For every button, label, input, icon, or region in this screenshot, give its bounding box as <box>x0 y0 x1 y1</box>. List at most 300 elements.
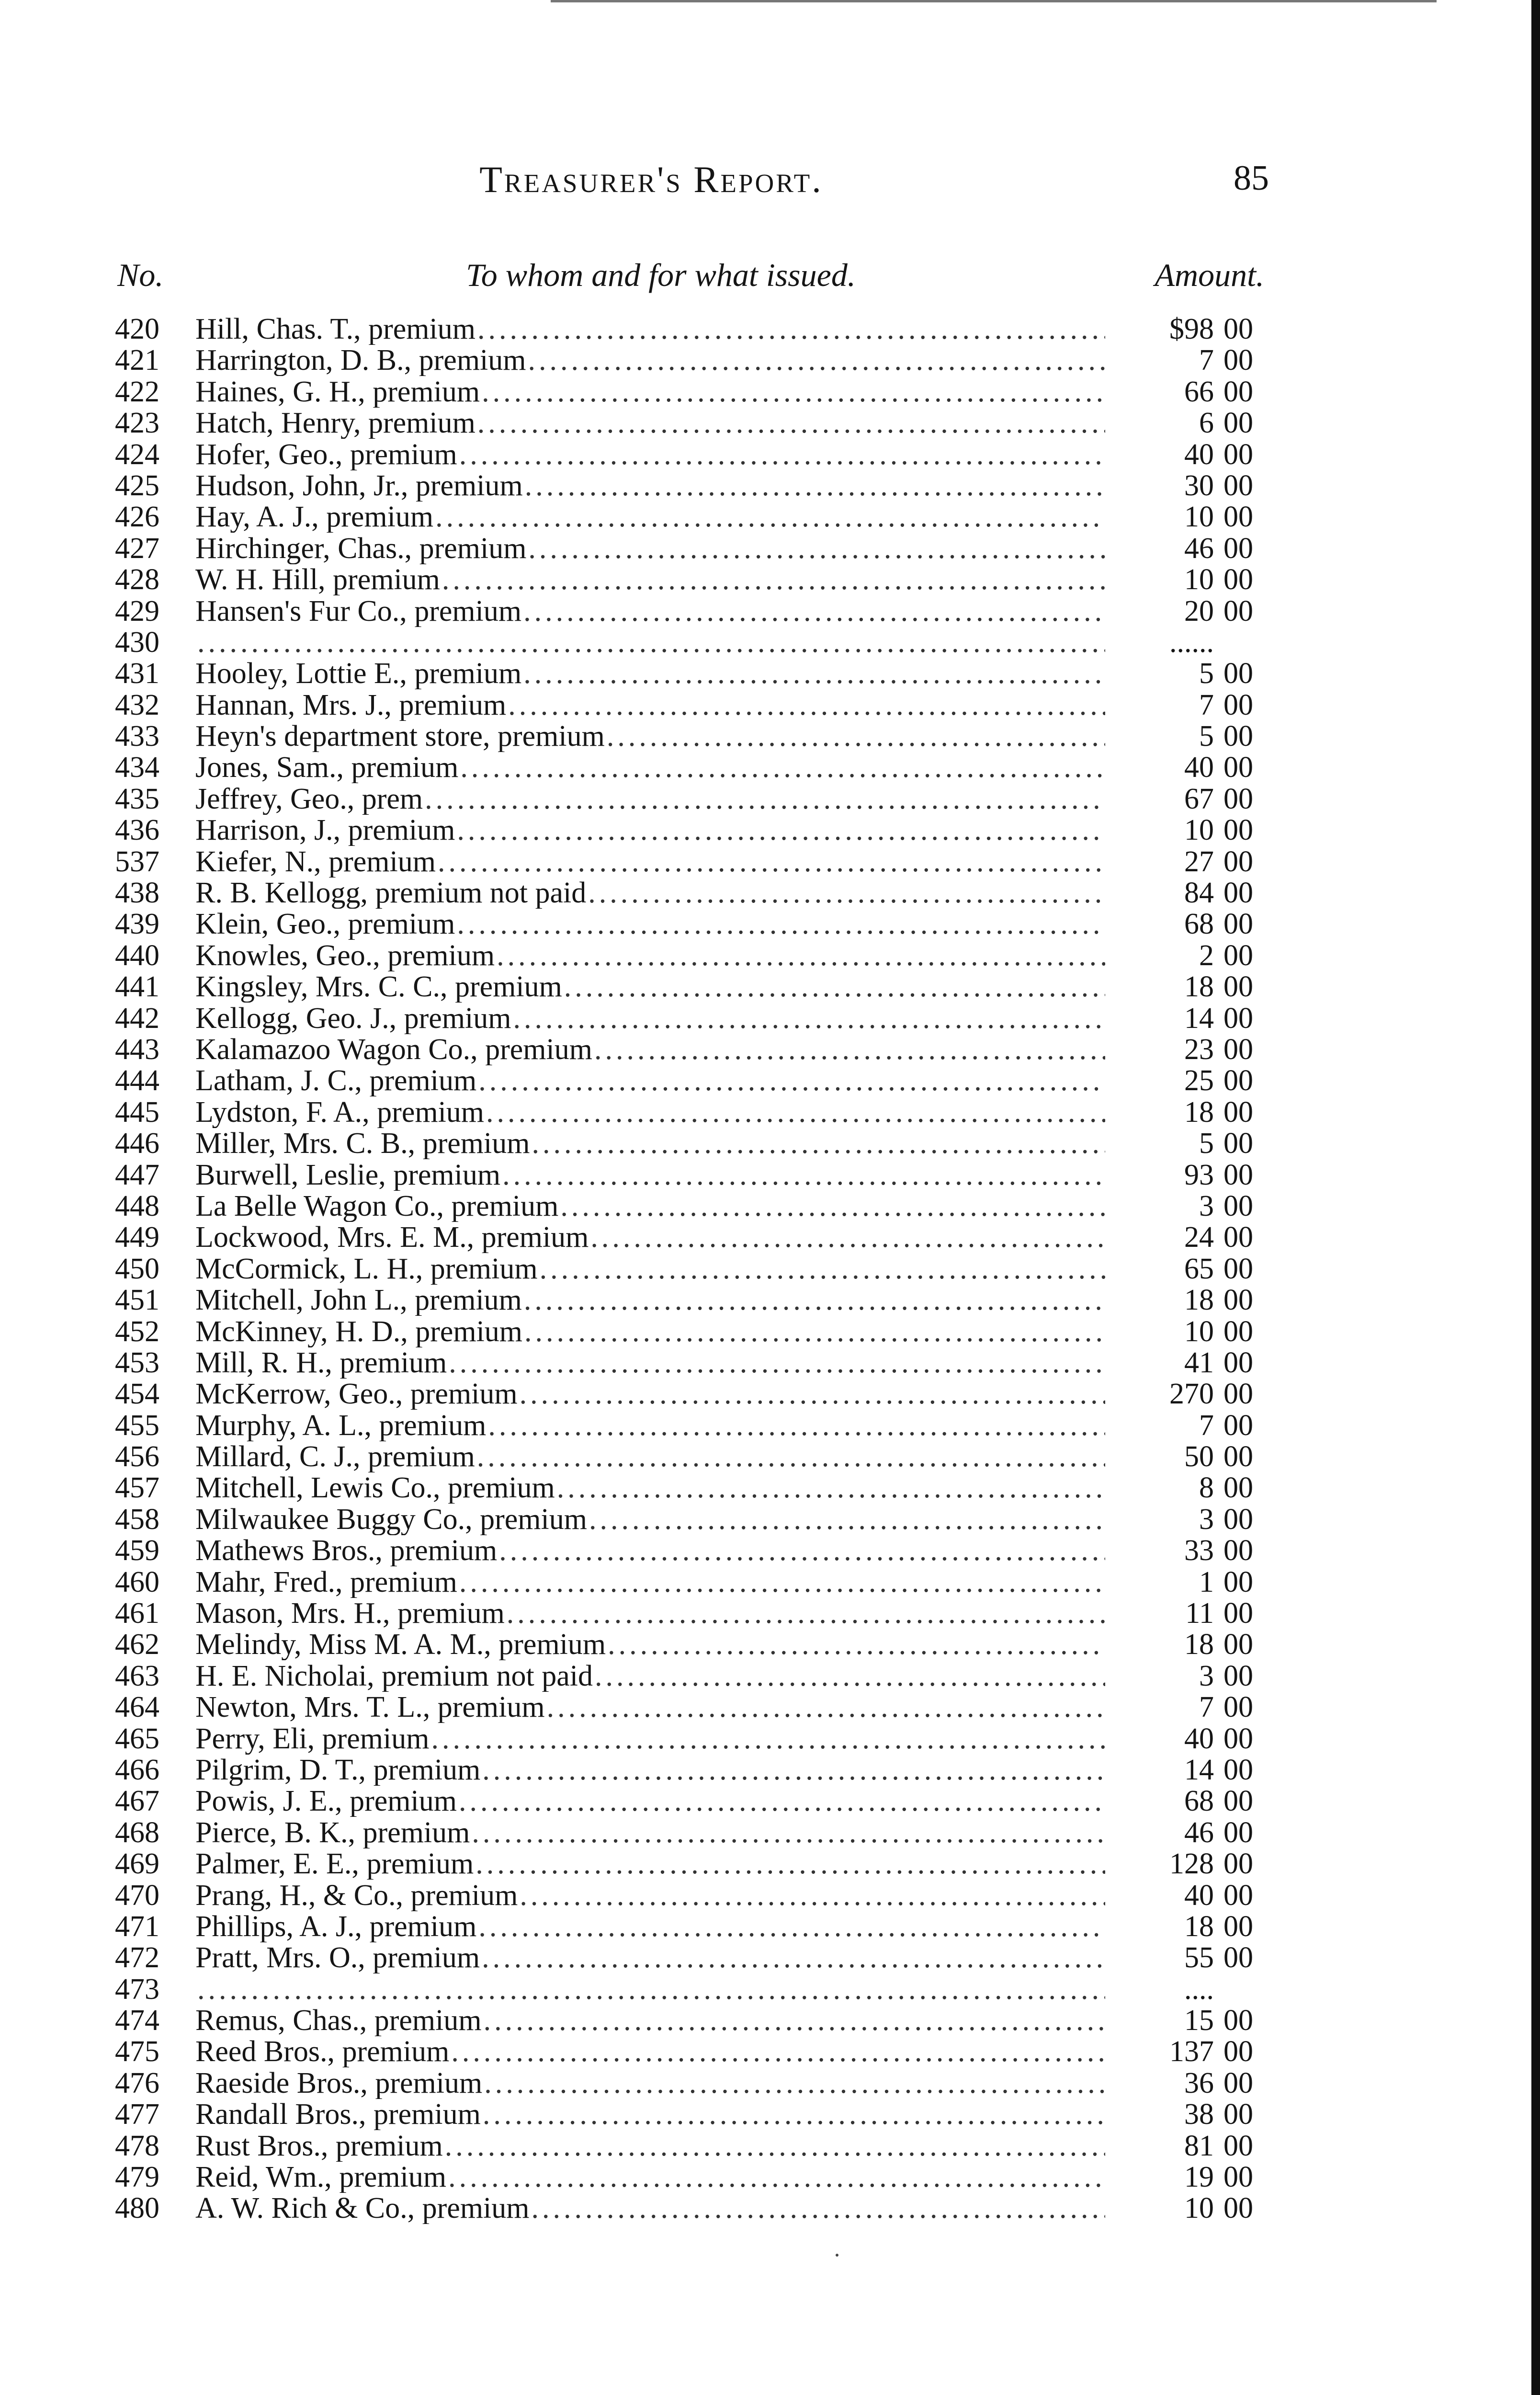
entry-number: 423 <box>115 407 159 440</box>
payee-name: Reed Bros., premium <box>195 2036 450 2068</box>
payee-name: Hannan, Mrs. J., premium <box>195 689 507 721</box>
amount-dollars: 25 <box>1184 1064 1214 1097</box>
amount-dollars: 8 <box>1199 1471 1214 1505</box>
entry-number: 466 <box>115 1753 159 1786</box>
dot-leader <box>588 878 1105 909</box>
entry-description <box>195 1441 1105 1472</box>
amount-cents: 00 <box>1223 1597 1253 1630</box>
amount-dollars: 81 <box>1184 2129 1214 2162</box>
payee-name: Remus, Chas., premium <box>195 2005 482 2037</box>
payee-name: Hooley, Lottie E., premium <box>195 658 522 690</box>
amount-dollars: 5 <box>1199 657 1214 690</box>
amount-cents: 00 <box>1223 1659 1253 1692</box>
payee-name: A. W. Rich & Co., premium <box>195 2193 530 2224</box>
amount-dollars: 10 <box>1184 501 1214 534</box>
amount-dollars: 5 <box>1199 720 1214 753</box>
amount-dollars: 84 <box>1184 877 1214 910</box>
payee-name: Knowles, Geo., premium <box>195 940 495 971</box>
entry-number: 427 <box>115 532 159 565</box>
amount-dollars: 10 <box>1184 563 1214 596</box>
table-row <box>0 752 1540 783</box>
table-row <box>0 815 1540 846</box>
dot-leader <box>497 940 1105 971</box>
entry-number: 455 <box>115 1409 159 1442</box>
table-row <box>0 1441 1540 1472</box>
dot-leader <box>523 658 1105 689</box>
entry-number: 435 <box>115 782 159 815</box>
entry-number: 428 <box>115 563 159 596</box>
dot-leader <box>478 1911 1105 1942</box>
entry-description <box>195 1316 1105 1347</box>
amount-dollars: .... <box>1184 1973 1214 2006</box>
entry-number: 433 <box>115 720 159 753</box>
dot-leader <box>564 971 1105 1003</box>
entry-description <box>195 909 1105 940</box>
entry-description <box>195 1598 1105 1629</box>
table-row <box>0 2193 1540 2224</box>
table-row <box>0 1128 1540 1159</box>
payee-name: Jeffrey, Geo., prem <box>195 783 423 815</box>
table-row <box>0 1911 1540 1942</box>
entry-description <box>195 1410 1105 1441</box>
amount-dollars: 7 <box>1199 344 1214 377</box>
dot-leader <box>477 408 1105 439</box>
dot-leader <box>560 1191 1105 1222</box>
amount-cents: 00 <box>1223 1189 1253 1222</box>
entry-number: 459 <box>115 1534 159 1567</box>
entry-description <box>195 627 1105 658</box>
dot-leader <box>483 2099 1105 2130</box>
payee-name: Kingsley, Mrs. C. C., premium <box>195 971 562 1003</box>
amount-dollars: 24 <box>1184 1221 1214 1254</box>
dot-leader <box>523 596 1105 627</box>
entry-number: 471 <box>115 1910 159 1943</box>
amount-cents: 00 <box>1223 1158 1253 1191</box>
payee-name: Prang, H., & Co., premium <box>195 1880 518 1911</box>
amount-cents: 00 <box>1223 1221 1253 1254</box>
amount-cents: 00 <box>1223 1628 1253 1661</box>
table-row <box>0 596 1540 627</box>
entry-description <box>195 1629 1105 1660</box>
payee-name: Newton, Mrs. T. L., premium <box>195 1692 545 1723</box>
table-row <box>0 1097 1540 1128</box>
amount-cents: 00 <box>1223 1002 1253 1035</box>
table-row <box>0 1222 1540 1253</box>
entry-description <box>195 1034 1105 1065</box>
amount-cents: 00 <box>1223 720 1253 753</box>
payee-name: Kiefer, N., premium <box>195 846 436 878</box>
amount-dollars: 65 <box>1184 1252 1214 1285</box>
amount-dollars: 18 <box>1184 1628 1214 1661</box>
table-row <box>0 502 1540 533</box>
dot-leader <box>478 1065 1105 1096</box>
table-row <box>0 1880 1540 1911</box>
entry-number: 447 <box>115 1158 159 1191</box>
entry-description <box>195 784 1105 815</box>
amount-dollars: 14 <box>1184 1002 1214 1035</box>
entry-description <box>195 2193 1105 2224</box>
amount-cents: 00 <box>1223 1910 1253 1943</box>
entry-number: 439 <box>115 908 159 941</box>
entry-number: 422 <box>115 375 159 408</box>
amount-cents: 00 <box>1223 1346 1253 1379</box>
entry-number: 430 <box>115 626 159 659</box>
dot-leader <box>607 721 1105 752</box>
payee-name: Raeside Bros., premium <box>195 2067 483 2099</box>
amount-dollars: 40 <box>1184 438 1214 471</box>
dot-leader <box>484 2005 1105 2036</box>
entry-description <box>195 690 1105 721</box>
entry-description <box>195 752 1105 783</box>
entry-description <box>195 1222 1105 1253</box>
amount-cents: 00 <box>1223 1848 1253 1881</box>
amount-cents: 00 <box>1223 2098 1253 2131</box>
dot-leader <box>532 1128 1105 1159</box>
entry-number: 480 <box>115 2192 159 2225</box>
table-row <box>0 1472 1540 1504</box>
entry-number: 473 <box>115 1973 159 2006</box>
dot-leader <box>449 1347 1105 1379</box>
amount-dollars: 128 <box>1169 1848 1214 1881</box>
entry-description <box>195 940 1105 971</box>
amount-cents: 00 <box>1223 438 1253 471</box>
entry-number: 476 <box>115 2066 159 2099</box>
dot-leader <box>460 752 1105 783</box>
amount-dollars: 10 <box>1184 1315 1214 1348</box>
dot-leader <box>547 1692 1105 1723</box>
entry-number: 472 <box>115 1941 159 1974</box>
table-row <box>0 1692 1540 1723</box>
payee-name: Hatch, Henry, premium <box>195 408 476 439</box>
page-header <box>0 158 1540 216</box>
table-row <box>0 1535 1540 1566</box>
entry-number: 453 <box>115 1346 159 1379</box>
entry-number: 465 <box>115 1722 159 1755</box>
amount-dollars: 2 <box>1199 939 1214 972</box>
entry-number: 452 <box>115 1315 159 1348</box>
amount-dollars: 7 <box>1199 688 1214 721</box>
payee-name: McKerrow, Geo., premium <box>195 1379 518 1410</box>
amount-cents: 00 <box>1223 1409 1253 1442</box>
payee-name: Haines, G. H., premium <box>195 376 480 408</box>
dot-leader <box>507 1598 1105 1629</box>
dot-leader <box>459 439 1105 470</box>
table-row <box>0 376 1540 408</box>
dot-leader <box>438 846 1105 878</box>
dot-leader <box>557 1472 1105 1504</box>
amount-dollars: 7 <box>1199 1691 1214 1724</box>
payee-name: Milwaukee Buggy Co., premium <box>195 1504 587 1535</box>
dot-leader <box>520 1880 1105 1911</box>
table-row <box>0 658 1540 689</box>
dot-leader <box>431 1723 1105 1755</box>
entry-number: 463 <box>115 1659 159 1692</box>
payee-name: Kellogg, Geo. J., premium <box>195 1003 511 1034</box>
amount-dollars: 55 <box>1184 1941 1214 1974</box>
amount-dollars: 36 <box>1184 2066 1214 2099</box>
dot-leader <box>457 909 1105 940</box>
entry-description <box>195 408 1105 439</box>
payee-name: Phillips, A. J., premium <box>195 1911 477 1942</box>
entry-description <box>195 596 1105 627</box>
amount-cents: 00 <box>1223 1816 1253 1849</box>
dot-leader <box>457 815 1105 846</box>
payee-name: Harrington, D. B., premium <box>195 345 526 376</box>
entry-number: 425 <box>115 469 159 502</box>
entry-description <box>195 1003 1105 1034</box>
payee-name: Mahr, Fred., premium <box>195 1566 457 1598</box>
table-row <box>0 533 1540 564</box>
amount-cents: 00 <box>1223 2161 1253 2194</box>
entry-number: 450 <box>115 1252 159 1285</box>
entry-number: 449 <box>115 1221 159 1254</box>
amount-cents: 00 <box>1223 1785 1253 1818</box>
entry-description <box>195 878 1105 909</box>
dot-leader <box>499 1535 1105 1566</box>
payee-name: R. B. Kellogg, premium not paid <box>195 878 587 909</box>
table-row <box>0 1848 1540 1880</box>
amount-cents: 00 <box>1223 908 1253 941</box>
amount-dollars: 6 <box>1199 407 1214 440</box>
amount-dollars: 3 <box>1199 1659 1214 1692</box>
entry-description <box>195 971 1105 1003</box>
entry-description <box>195 1661 1105 1692</box>
table-row <box>0 1316 1540 1347</box>
payee-name: Melindy, Miss M. A. M., premium <box>195 1629 606 1661</box>
dot-leader <box>472 1817 1105 1848</box>
amount-dollars: 3 <box>1199 1503 1214 1536</box>
entry-number: 442 <box>115 1002 159 1035</box>
entry-number: 448 <box>115 1189 159 1222</box>
amount-cents: 00 <box>1223 501 1253 534</box>
table-row <box>0 1285 1540 1316</box>
entry-description <box>195 1723 1105 1755</box>
amount-cents: 00 <box>1223 1315 1253 1348</box>
entry-number: 444 <box>115 1064 159 1097</box>
amount-cents: 00 <box>1223 1378 1253 1411</box>
entry-description <box>195 1379 1105 1410</box>
payee-name: Lockwood, Mrs. E. M., premium <box>195 1222 589 1254</box>
payee-name: Palmer, E. E., premium <box>195 1848 474 1880</box>
entry-description <box>195 1504 1105 1535</box>
entry-number: 434 <box>115 751 159 784</box>
amount-dollars: 18 <box>1184 1284 1214 1317</box>
dot-leader <box>477 1441 1105 1472</box>
amount-dollars: 18 <box>1184 970 1214 1004</box>
entry-description <box>195 1880 1105 1911</box>
entry-description <box>195 1097 1105 1128</box>
entry-description <box>195 2099 1105 2130</box>
table-row <box>0 1504 1540 1535</box>
entry-number: 475 <box>115 2035 159 2068</box>
entry-number: 461 <box>115 1597 159 1630</box>
dot-leader <box>482 376 1105 408</box>
entry-description <box>195 1692 1105 1723</box>
entry-number: 469 <box>115 1848 159 1881</box>
dot-leader <box>589 1504 1105 1535</box>
entry-number: 462 <box>115 1628 159 1661</box>
table-row <box>0 1003 1540 1034</box>
table-row <box>0 1942 1540 1973</box>
payee-name: Hay, A. J., premium <box>195 502 434 533</box>
dot-leader <box>445 2131 1105 2162</box>
dot-leader <box>459 1786 1105 1817</box>
amount-dollars: ...... <box>1169 626 1214 659</box>
payee-name: McKinney, H. D., premium <box>195 1316 523 1347</box>
amount-dollars: 20 <box>1184 594 1214 627</box>
amount-dollars: 46 <box>1184 1816 1214 1849</box>
entry-number: 468 <box>115 1816 159 1849</box>
amount-cents: 00 <box>1223 1095 1253 1129</box>
amount-cents: 00 <box>1223 2004 1253 2037</box>
amount-dollars: 19 <box>1184 2161 1214 2194</box>
amount-dollars: 41 <box>1184 1346 1214 1379</box>
entry-description <box>195 1065 1105 1096</box>
payee-name: Hansen's Fur Co., premium <box>195 595 522 627</box>
entry-number: 467 <box>115 1785 159 1818</box>
entry-description <box>195 1160 1105 1191</box>
scan-edge-top <box>551 0 1437 2</box>
entry-number: 445 <box>115 1095 159 1129</box>
amount-cents: 00 <box>1223 2035 1253 2068</box>
dot-leader <box>486 1097 1105 1128</box>
dot-leader <box>451 2036 1105 2067</box>
payee-name: Randall Bros., premium <box>195 2099 481 2131</box>
table-row <box>0 1379 1540 1410</box>
payee-name: H. E. Nicholai, premium not paid <box>195 1660 593 1692</box>
entry-number: 460 <box>115 1565 159 1598</box>
amount-cents: 00 <box>1223 1033 1253 1066</box>
amount-cents: 00 <box>1223 2129 1253 2162</box>
amount-dollars: 7 <box>1199 1409 1214 1442</box>
amount-dollars: 33 <box>1184 1534 1214 1567</box>
entry-number: 443 <box>115 1033 159 1066</box>
dot-leader <box>608 1629 1105 1660</box>
amount-cents: 00 <box>1223 1565 1253 1598</box>
amount-cents: 00 <box>1223 594 1253 627</box>
table-row <box>0 439 1540 470</box>
entry-number: 424 <box>115 438 159 471</box>
amount-dollars: 93 <box>1184 1158 1214 1191</box>
table-row <box>0 1034 1540 1065</box>
table-row <box>0 1598 1540 1629</box>
amount-cents: 00 <box>1223 1753 1253 1786</box>
amount-dollars: 10 <box>1184 2192 1214 2225</box>
table-row <box>0 1786 1540 1817</box>
amount-dollars: 1 <box>1199 1565 1214 1598</box>
entry-description <box>195 1817 1105 1848</box>
entry-number: 426 <box>115 501 159 534</box>
entry-number: 454 <box>115 1378 159 1411</box>
number-column-header: No. <box>117 257 164 293</box>
payee-name: Rust Bros., premium <box>195 2130 443 2162</box>
amount-cents: 00 <box>1223 1471 1253 1505</box>
entry-description <box>195 1942 1105 1973</box>
ledger-table <box>0 314 1540 2224</box>
dot-leader <box>442 564 1105 595</box>
entry-description <box>195 815 1105 846</box>
payee-name: Kalamazoo Wagon Co., premium <box>195 1034 592 1065</box>
amount-cents: 00 <box>1223 1722 1253 1755</box>
amount-cents: 00 <box>1223 1127 1253 1160</box>
dot-leader <box>476 1848 1105 1880</box>
entry-description <box>195 2162 1105 2193</box>
table-row <box>0 784 1540 815</box>
table-row <box>0 564 1540 595</box>
entry-description <box>195 1567 1105 1598</box>
dot-leader <box>528 533 1105 564</box>
dot-leader <box>513 1003 1105 1034</box>
entry-description <box>195 1535 1105 1566</box>
table-row <box>0 408 1540 439</box>
dot-leader <box>459 1567 1105 1598</box>
entry-description <box>195 1848 1105 1880</box>
payee-name: Latham, J. C., premium <box>195 1065 477 1097</box>
entry-description <box>195 846 1105 878</box>
payee-name: Heyn's department store, premium <box>195 721 605 753</box>
page-number: 85 <box>1234 159 1269 198</box>
payee-name: Jones, Sam., premium <box>195 752 459 784</box>
table-row <box>0 2099 1540 2130</box>
amount-dollars: 270 <box>1169 1378 1214 1411</box>
amount-cents: 00 <box>1223 657 1253 690</box>
dot-leader <box>525 470 1105 502</box>
entry-description <box>195 376 1105 408</box>
table-row <box>0 721 1540 752</box>
amount-dollars: 18 <box>1184 1095 1214 1129</box>
dot-leader <box>425 784 1105 815</box>
amount-cents: 00 <box>1223 970 1253 1004</box>
amount-dollars: 137 <box>1169 2035 1214 2068</box>
amount-cents: 00 <box>1223 845 1253 878</box>
payee-name: Mitchell, Lewis Co., premium <box>195 1472 555 1504</box>
amount-dollars: 67 <box>1184 782 1214 815</box>
dot-leader <box>524 1316 1105 1347</box>
entry-number: 436 <box>115 814 159 847</box>
table-row <box>0 2068 1540 2099</box>
table-row <box>0 2131 1540 2162</box>
table-row <box>0 971 1540 1003</box>
entry-number: 470 <box>115 1879 159 1912</box>
dot-leader <box>435 502 1105 533</box>
amount-column-header: Amount. <box>1155 257 1264 293</box>
table-row <box>0 2162 1540 2193</box>
amount-dollars: 40 <box>1184 751 1214 784</box>
table-row <box>0 909 1540 940</box>
table-row <box>0 2036 1540 2067</box>
table-row <box>0 1755 1540 1786</box>
entry-number: 431 <box>115 657 159 690</box>
entry-number: 441 <box>115 970 159 1004</box>
dot-leader <box>482 1942 1105 1973</box>
amount-cents: 00 <box>1223 1691 1253 1724</box>
amount-cents: 00 <box>1223 407 1253 440</box>
payee-name: Hudson, John, Jr., premium <box>195 470 523 502</box>
amount-cents: 00 <box>1223 1440 1253 1473</box>
entry-description <box>195 345 1105 376</box>
dot-leader <box>508 690 1105 721</box>
entry-description <box>195 2068 1105 2099</box>
table-row <box>0 314 1540 345</box>
amount-dollars: 40 <box>1184 1879 1214 1912</box>
column-headers <box>0 256 1540 299</box>
entry-description <box>195 1755 1105 1786</box>
entry-description <box>195 1974 1105 2005</box>
amount-cents: 00 <box>1223 563 1253 596</box>
amount-cents: 00 <box>1223 782 1253 815</box>
table-row <box>0 1817 1540 1848</box>
table-row <box>0 1065 1540 1096</box>
